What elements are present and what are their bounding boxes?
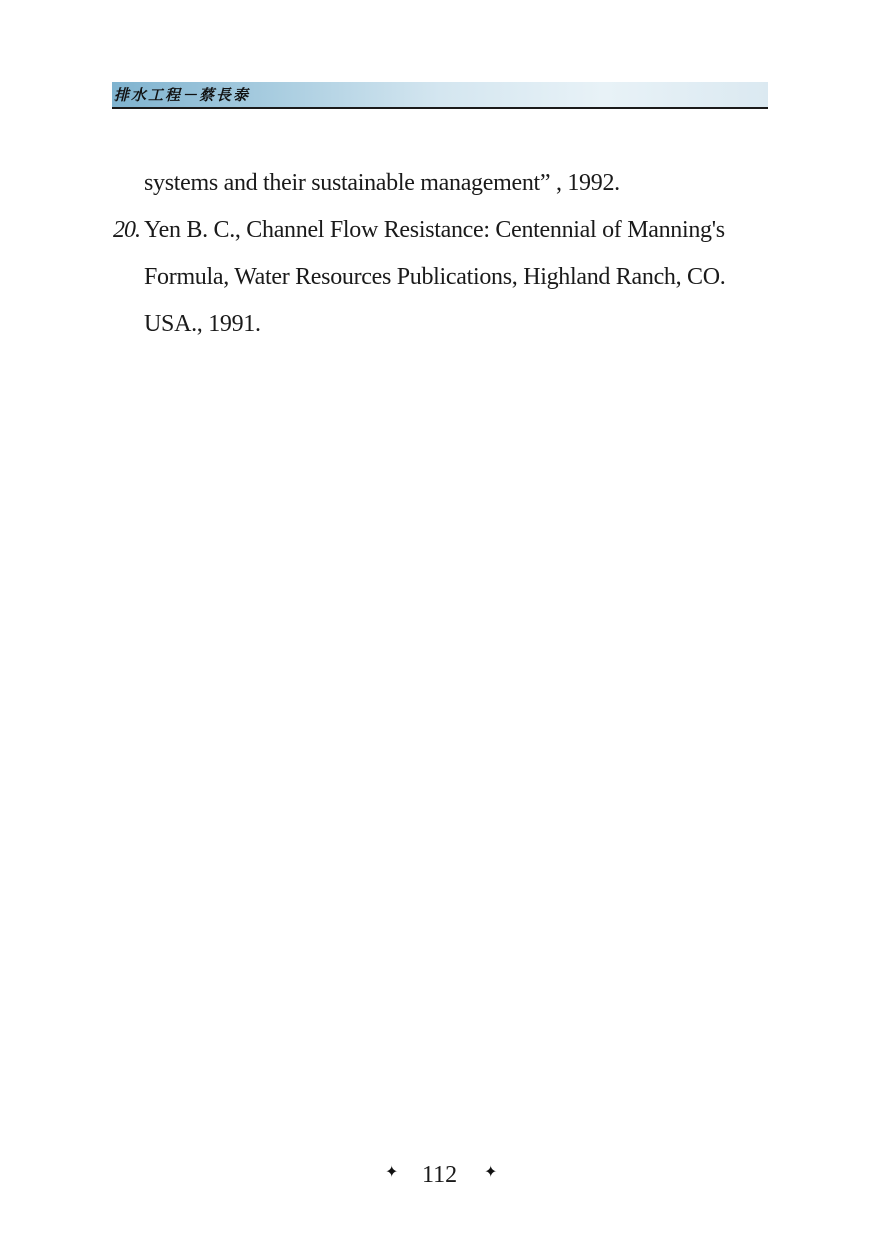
reference-number: 20. xyxy=(113,217,140,243)
reference-line: USA., 1991. xyxy=(144,311,261,337)
reference-line: Yen B. C., Channel Flow Resistance: Centennial of Manning's xyxy=(144,217,725,243)
footer-ornament-left-icon: ✦ xyxy=(385,1162,399,1181)
page-number: 112 xyxy=(422,1162,458,1188)
header-divider xyxy=(112,107,768,109)
reference-line: Formula, Water Resources Publications, Highland Ranch, CO. xyxy=(144,264,726,290)
reference-continuation-line: systems and their sustainable management” , 1992. xyxy=(144,170,620,196)
running-header-title: 排水工程－蔡長泰 xyxy=(114,86,251,104)
page-footer xyxy=(0,1160,880,1192)
footer-ornament-right-icon: ✦ xyxy=(484,1162,498,1181)
